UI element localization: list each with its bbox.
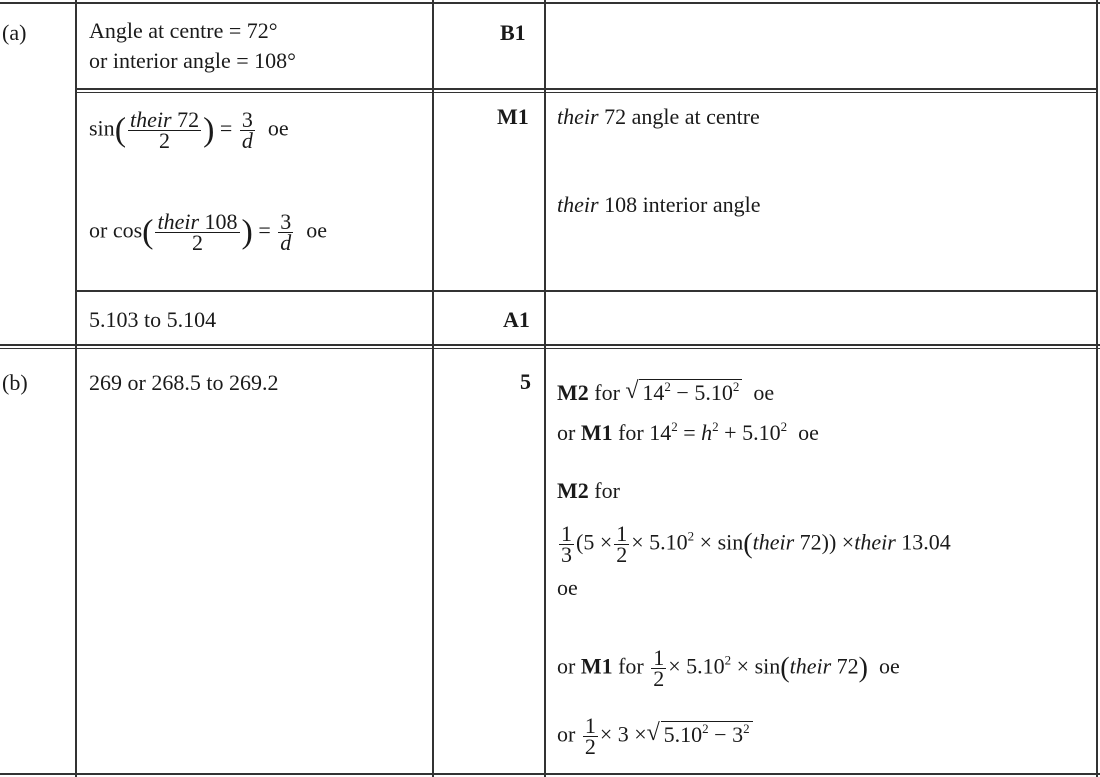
cos-function: or cos	[89, 217, 143, 243]
h-variable: h	[701, 420, 713, 445]
for-text: for	[594, 380, 620, 405]
part-a-mark-m1: M1	[497, 104, 529, 129]
denominator: 2	[616, 542, 628, 567]
three-over-d	[240, 107, 255, 153]
oe-text: oe	[267, 115, 289, 141]
for-14-text: for 14	[618, 420, 672, 445]
numerator: 1	[653, 645, 665, 670]
their-label: their	[789, 653, 832, 679]
guidance-text: 108 interior angle	[604, 192, 761, 217]
guidance-108	[557, 192, 760, 218]
close-paren: )	[203, 111, 215, 149]
minus-3: − 3	[708, 721, 744, 747]
value-72: 72	[799, 529, 822, 555]
guidance-their: their	[557, 104, 599, 129]
open-paren: (	[142, 213, 154, 251]
open-paren: (	[114, 111, 127, 149]
mark-m2: M2	[557, 380, 589, 405]
guidance-their: their	[557, 192, 599, 217]
close-times: )) ×	[821, 529, 855, 555]
guidance-m2-volume	[557, 478, 620, 504]
numerator: 1	[561, 521, 572, 546]
value-510: − 5.10	[670, 380, 733, 405]
value-510: 5.10	[663, 721, 703, 747]
exponent: 2	[780, 419, 788, 434]
part-a-mark-b1: B1	[500, 20, 526, 45]
square-root: √ $14^2 - 5.10^2$	[625, 380, 742, 406]
denominator: 2	[653, 666, 665, 691]
times-sin: × sin	[731, 653, 781, 679]
cos-expression: or cos( $\frac{\text{their 108}}{2}$ ) = $\frac{3}{d}$ oe	[89, 209, 328, 255]
guidance-72	[557, 104, 760, 130]
denominator-2: 2	[192, 230, 204, 255]
oe-text: oe	[798, 420, 819, 445]
oe-line: oe	[557, 575, 578, 600]
part-a-final-answer: 5.103 to 5.104	[89, 307, 217, 332]
their-label: their	[752, 529, 795, 555]
their-label: their	[130, 107, 172, 132]
denominator: 3	[561, 542, 572, 567]
exponent: 2	[732, 379, 740, 394]
value-1304: 13.04	[901, 529, 951, 555]
exponent: 2	[671, 419, 678, 434]
volume-expression: $\frac{1}{3}$ (5 × $\frac{1}{2}$ × $5.10^2$ × sin(their 72)) ×their 13.04	[561, 521, 951, 567]
guidance-m1-pythagoras	[557, 420, 819, 446]
part-a-answer-line1: Angle at centre = 72°	[89, 18, 278, 43]
plus-510: + 5.10	[718, 420, 781, 445]
denominator-d: d	[241, 128, 253, 153]
or-text: or	[557, 653, 576, 679]
numerator: 1	[616, 521, 628, 546]
one-half	[651, 645, 666, 691]
one-half	[583, 713, 598, 759]
exponent: 2	[687, 528, 695, 544]
part-a-answer-line2: or interior angle = 108°	[89, 48, 296, 73]
exponent: 2	[664, 379, 671, 394]
sin-function: sin	[89, 115, 115, 141]
numerator-3: 3	[280, 209, 292, 234]
sin-expression: sin( $\frac{\text{their 72}}{2}$ ) = $\frac{3}{d}$ oe	[89, 107, 289, 153]
part-a-label: (a)	[2, 20, 27, 45]
value-72: 72	[836, 653, 859, 679]
mark-m1: M1	[580, 653, 613, 679]
oe-text: oe	[306, 217, 328, 243]
part-b-mark: 5	[520, 369, 531, 394]
oe-text: oe	[753, 380, 775, 405]
or-text: or	[557, 721, 576, 747]
half-angle-fraction	[128, 107, 201, 153]
times-510: × 5.10	[668, 653, 725, 679]
mark-m1: M1	[580, 420, 613, 445]
or-text: or	[557, 420, 576, 445]
for-text: for	[618, 653, 644, 679]
oe-text: oe	[878, 653, 900, 679]
value-72: 72	[177, 107, 200, 132]
part-a-mark-a1: A1	[503, 307, 530, 332]
denominator: 2	[584, 734, 596, 759]
one-half	[614, 521, 629, 567]
value-14: 14	[642, 380, 665, 405]
one-third	[559, 521, 574, 567]
close-paren: )	[241, 213, 253, 251]
their-label: their	[157, 209, 200, 234]
exponent: 2	[712, 419, 719, 434]
exponent: 2	[724, 652, 732, 668]
times-sin: × sin	[694, 529, 744, 555]
mark-m2: M2	[557, 478, 589, 503]
guidance-m2-sqrt	[557, 380, 774, 406]
three-over-d	[278, 209, 293, 255]
guidance-text: 72 angle at centre	[604, 104, 760, 129]
value-108: 108	[204, 209, 238, 234]
part-b-label: (b)	[2, 370, 28, 395]
guidance-m1-area: or M1 for $\frac{1}{2}$ × $5.10^2$ × sin(their 72) oe	[557, 645, 900, 691]
times-3-times: × 3 ×	[599, 721, 647, 747]
times-510: × 5.10	[631, 529, 688, 555]
numerator: 1	[584, 713, 596, 738]
exponent: 2	[702, 720, 709, 736]
open-five-times: (5 ×	[576, 529, 613, 555]
denominator-2: 2	[159, 128, 171, 153]
for-text: for	[594, 478, 620, 503]
numerator-3: 3	[241, 107, 253, 132]
their-label: their	[854, 529, 896, 555]
guidance-alt-area	[557, 713, 753, 759]
part-b-answer: 269 or 268.5 to 269.2	[89, 370, 279, 395]
denominator-d: d	[280, 230, 292, 255]
square-root: √ $5.10^2 - 3^2$	[647, 722, 753, 748]
equals: =	[677, 420, 702, 445]
half-angle-fraction	[155, 209, 239, 255]
exponent: 2	[743, 720, 750, 736]
